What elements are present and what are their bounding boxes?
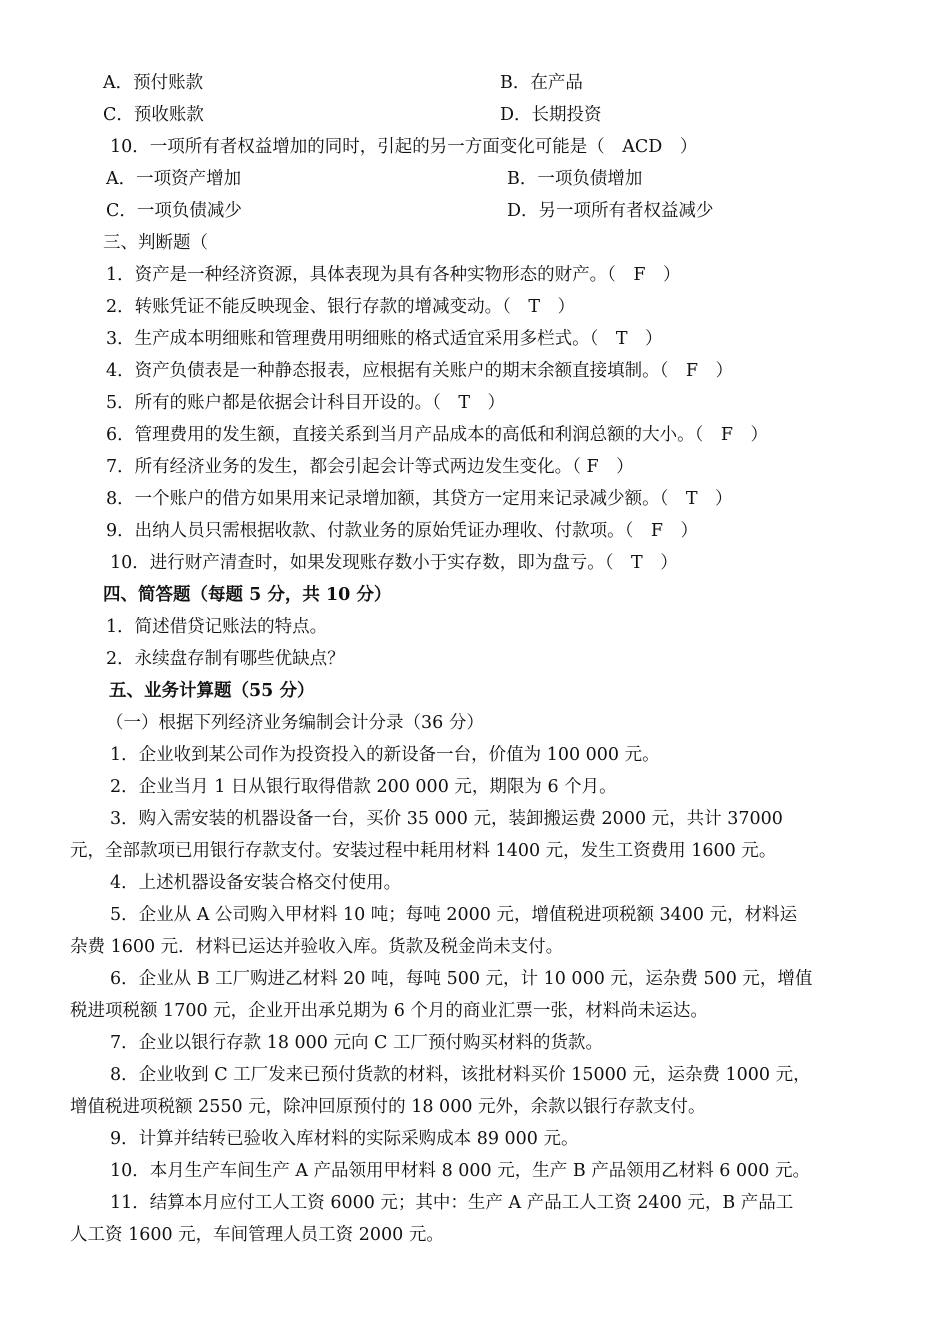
calc-line-11: 11．结算本月应付工人工资 6000 元；其中：生产 A 产品工人工资 2400 元，B 产品工 [110,1193,794,1213]
judgment-item-5: 5．所有的账户都是依据会计科目开设的。（ T ） [106,393,506,413]
judgment-item-3: 3．生产成本明细账和管理费用明细账的格式适宜采用多栏式。（ T ） [106,329,663,349]
calc-line-6: 6．企业从 B 工厂购进乙材料 20 吨，每吨 500 元，计 10 000 元，运杂费 500 元，增值 [110,969,813,989]
calc-line-6-cont: 税进项税额 1700 元，企业开出承兑期为 6 个月的商业汇票一张，材料尚未运达。 [70,1001,708,1021]
calc-line-3: 3．购入需安装的机器设备一台，买价 35 000 元，装卸搬运费 2000 元，共计 37000 [110,809,783,829]
judgment-item-9: 9．出纳人员只需根据收款、付款业务的原始凭证办理收、付款项。（ F ） [106,521,699,541]
calc-line-3-cont: 元，全部款项已用银行存款支付。安装过程中耗用材料 1400 元，发生工资费用 1600 元。 [70,841,777,861]
q10-option-a: A．一项资产增加 [106,169,242,189]
q9-option-b: B．在产品 [500,73,583,93]
judgment-item-2: 2．转账凭证不能反映现金、银行存款的增减变动。（ T ） [106,297,576,317]
calc-line-11-cont: 人工资 1600 元，车间管理人员工资 2000 元。 [70,1225,444,1245]
calc-line-4: 4．上述机器设备安装合格交付使用。 [110,873,402,893]
judgment-item-1: 1．资产是一种经济资源，具体表现为具有各种实物形态的财产。（ F ） [106,265,681,285]
calc-line-8-cont: 增值税进项税额 2550 元，除冲回原预付的 18 000 元外，余款以银行存款支付。 [70,1097,706,1117]
judgment-heading: 三、判断题（ [103,233,208,253]
q9-option-a: A．预付账款 [103,73,204,93]
q9-option-c: C．预收账款 [103,105,204,125]
calc-line-10: 10．本月生产车间生产 A 产品领用甲材料 8 000 元，生产 B 产品领用乙材料 6 000 元。 [110,1161,810,1181]
q10-option-d: D．另一项所有者权益减少 [507,201,714,221]
calc-heading: 五、业务计算题（55 分） [109,681,315,701]
calc-line-2: 2．企业当月 1 日从银行取得借款 200 000 元，期限为 6 个月。 [110,777,617,797]
calc-line-1: 1．企业收到某公司作为投资投入的新设备一台，价值为 100 000 元。 [110,745,660,765]
judgment-item-10: 10．进行财产清查时，如果发现账存数小于实存数，即为盘亏。（ T ） [110,553,678,573]
q10-option-c: C．一项负债减少 [106,201,242,221]
q9-option-d: D．长期投资 [500,105,602,125]
calc-subheading: （一）根据下列经济业务编制会计分录（36 分） [106,713,484,733]
calc-line-5: 5．企业从 A 公司购入甲材料 10 吨；每吨 2000 元，增值税进项税额 3400 元，材料运 [110,905,798,925]
short-answer-item-1: 1．简述借贷记账法的特点。 [106,617,328,637]
judgment-item-6: 6．管理费用的发生额，直接关系到当月产品成本的高低和利润总额的大小。（ F ） [106,425,769,445]
judgment-item-7: 7．所有经济业务的发生，都会引起会计等式两边发生变化。（ F ） [106,457,634,477]
calc-line-7: 7．企业以银行存款 18 000 元向 C 工厂预付购买材料的货款。 [110,1033,604,1053]
short-answer-item-2: 2．永续盘存制有哪些优缺点？ [106,649,345,669]
q10-stem: 10．一项所有者权益增加的同时，引起的另一方面变化可能是（ ACD ） [110,137,698,157]
short-answer-heading: 四、简答题（每题 5 分，共 10 分） [103,585,392,605]
q10-option-b: B．一项负债增加 [507,169,643,189]
calc-line-9: 9．计算并结转已验收入库材料的实际采购成本 89 000 元。 [110,1129,579,1149]
calc-line-8: 8．企业收到 C 工厂发来已预付货款的材料，该批材料买价 15000 元，运杂费 1000 元， [110,1065,811,1085]
judgment-item-8: 8．一个账户的借方如果用来记录增加额，其贷方一定用来记录减少额。（ T ） [106,489,733,509]
judgment-item-4: 4．资产负债表是一种静态报表，应根据有关账户的期末余额直接填制。（ F ） [106,361,734,381]
calc-line-5-cont: 杂费 1600 元．材料已运达并验收入库。货款及税金尚未支付。 [70,937,564,957]
